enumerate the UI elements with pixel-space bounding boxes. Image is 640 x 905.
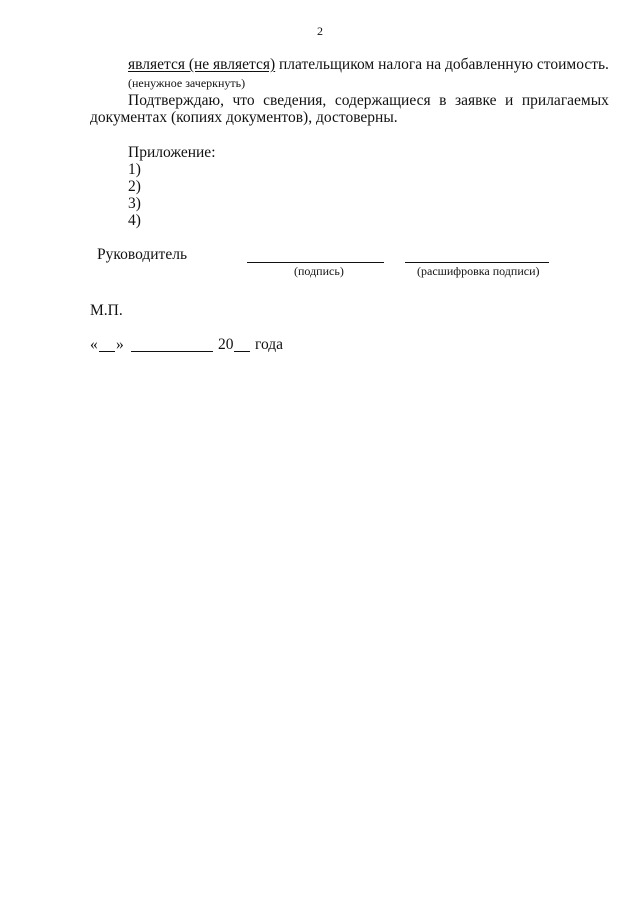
date-day-blank	[99, 351, 115, 352]
date-year-blank	[234, 351, 250, 352]
strike-out-note: (ненужное зачеркнуть)	[128, 76, 246, 90]
vat-status-line	[128, 56, 609, 74]
confirmation-line-1	[128, 92, 609, 110]
vat-word: плательщиком	[279, 56, 375, 73]
date-suffix: года	[255, 336, 284, 353]
confirmation-word: в	[439, 92, 447, 109]
attachment-item: 2)	[128, 178, 141, 195]
vat-word: добавленную	[444, 56, 534, 73]
page-number: 2	[317, 24, 323, 38]
signature-caption: (подпись)	[294, 264, 344, 278]
confirmation-line-2: документах (копиях документов), достоверны.	[90, 109, 398, 126]
confirmation-word: прилагаемых	[521, 92, 609, 109]
confirmation-word: сведения,	[263, 92, 327, 109]
signature-transcript-caption: (расшифровка подписи)	[417, 264, 540, 278]
confirmation-word: Подтверждаю,	[128, 92, 224, 109]
date-close-quote: »	[116, 336, 124, 353]
attachment-item: 1)	[128, 161, 141, 178]
attachments-title: Приложение:	[128, 144, 216, 161]
confirmation-word: заявке	[455, 92, 497, 109]
confirmation-word: и	[505, 92, 514, 109]
vat-word: на	[425, 56, 442, 73]
signer-role: Руководитель	[97, 246, 188, 263]
date-century: 20	[218, 336, 234, 353]
attachment-item: 3)	[128, 195, 141, 212]
confirmation-word: что	[232, 92, 255, 109]
signature-line	[247, 262, 384, 263]
date-open-quote: «	[90, 336, 98, 353]
vat-status-options: является (не является)	[128, 56, 276, 73]
attachment-item: 4)	[128, 212, 141, 229]
confirmation-word: содержащиеся	[334, 92, 431, 109]
stamp-placeholder: М.П.	[90, 302, 123, 319]
signature-transcript-line	[405, 262, 549, 263]
vat-word: стоимость.	[536, 56, 609, 73]
vat-word: налога	[378, 56, 423, 73]
date-month-blank	[131, 351, 213, 352]
